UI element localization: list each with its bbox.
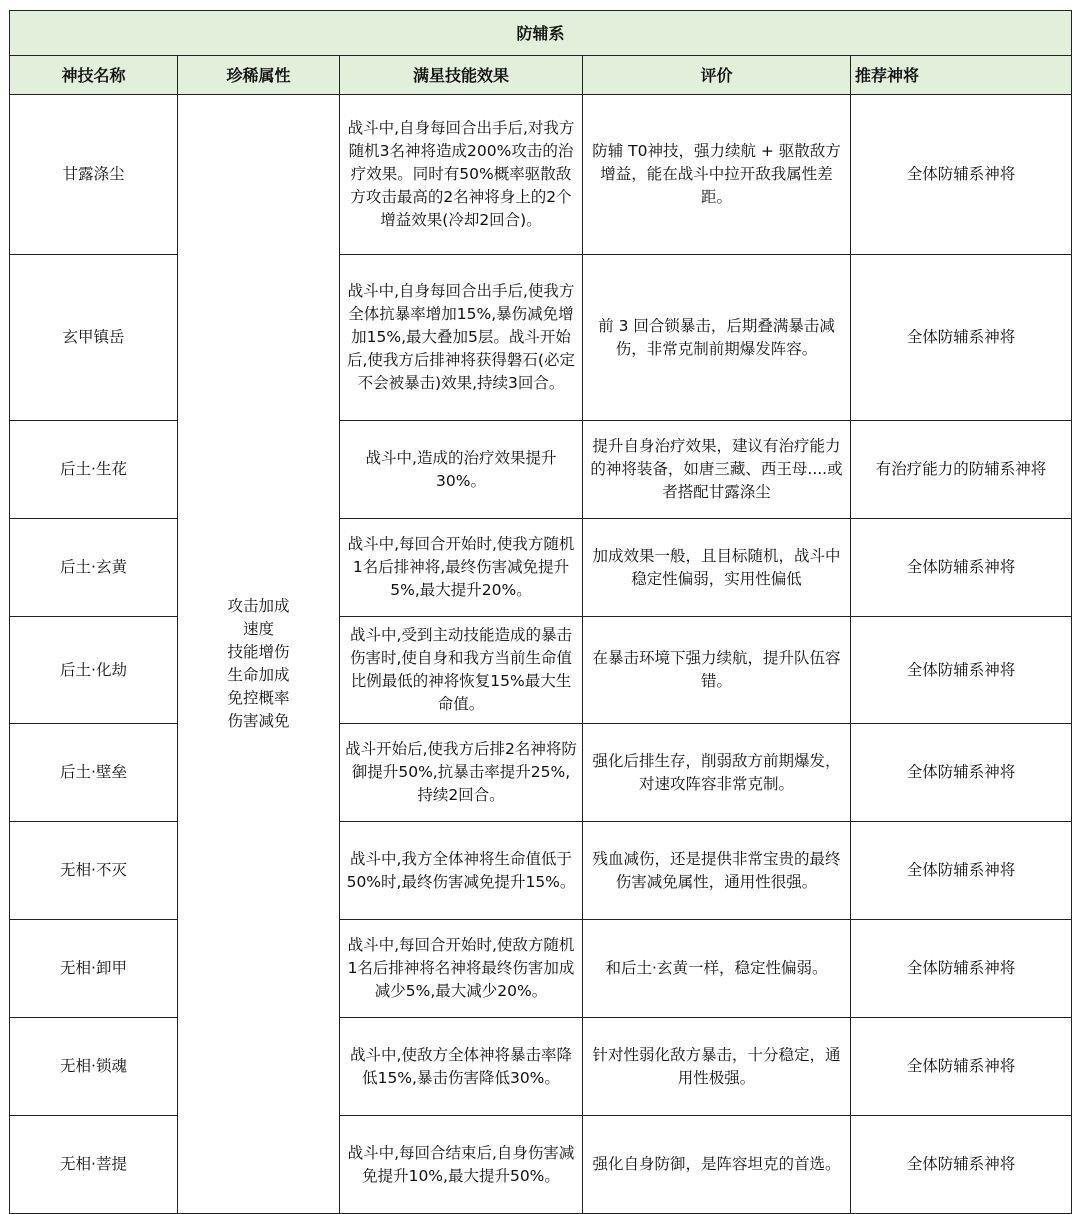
rare-attribute: 速度 — [242, 620, 274, 638]
header-recommend: 推荐神将 — [851, 56, 1072, 95]
skill-name: 后土·玄黄 — [10, 519, 178, 617]
rare-attribute: 伤害减免 — [227, 712, 290, 730]
skill-review: 强化自身防御，是阵容坦克的首选。 — [583, 1116, 851, 1214]
table-row — [10, 421, 1072, 519]
skill-effect: 战斗中,自身每回合出手后,对我方随机3名神将造成200%攻击的治疗效果。同时有50%概率驱散敌方攻击最高的2名神将身上的2个增益效果(冷却2回合)。 — [340, 95, 583, 255]
header-rare-attribute: 珍稀属性 — [178, 56, 340, 95]
table-row — [10, 1018, 1072, 1116]
skill-effect: 战斗中,每回合结束后,自身伤害减免提升10%,最大提升50%。 — [340, 1116, 583, 1214]
skill-effect: 战斗中,受到主动技能造成的暴击伤害时,使自身和我方当前生命值比例最低的神将恢复15%最大生命值。 — [340, 617, 583, 724]
skill-effect: 战斗中,每回合开始时,使敌方随机1名后排神将名神将最终伤害加成减少5%,最大减少20%。 — [340, 920, 583, 1018]
skill-recommend: 全体防辅系神将 — [851, 822, 1072, 920]
rare-attribute: 生命加成 — [227, 666, 290, 684]
skill-review: 残血减伤，还是提供非常宝贵的最终伤害减免属性，通用性很强。 — [583, 822, 851, 920]
table-row — [10, 724, 1072, 822]
skill-name: 后土·生花 — [10, 421, 178, 519]
table-row — [10, 617, 1072, 724]
skill-recommend: 全体防辅系神将 — [851, 95, 1072, 255]
skill-name: 甘露涤尘 — [10, 95, 178, 255]
skill-recommend: 全体防辅系神将 — [851, 724, 1072, 822]
skill-name: 后土·壁垒 — [10, 724, 178, 822]
rare-attribute: 免控概率 — [227, 689, 290, 707]
skill-recommend: 全体防辅系神将 — [851, 920, 1072, 1018]
rare-attribute: 攻击加成 — [227, 597, 290, 615]
skill-name: 无相·卸甲 — [10, 920, 178, 1018]
rare-attributes-cell — [178, 95, 340, 1214]
skill-name: 无相·锁魂 — [10, 1018, 178, 1116]
header-effect: 满星技能效果 — [340, 56, 583, 95]
rare-attribute: 技能增伤 — [227, 643, 290, 661]
skill-review: 强化后排生存，削弱敌方前期爆发，对速攻阵容非常克制。 — [583, 724, 851, 822]
skill-review: 提升自身治疗效果，建议有治疗能力的神将装备，如唐三藏、西王母....或者搭配甘露涤尘 — [583, 421, 851, 519]
header-skill-name: 神技名称 — [10, 56, 178, 95]
skill-review: 前 3 回合锁暴击，后期叠满暴击减伤，非常克制前期爆发阵容。 — [583, 255, 851, 421]
skill-name: 无相·不灭 — [10, 822, 178, 920]
header-review: 评价 — [583, 56, 851, 95]
skill-effect: 战斗中,我方全体神将生命值低于50%时,最终伤害减免提升15%。 — [340, 822, 583, 920]
table-row — [10, 95, 1072, 255]
skill-review: 针对性弱化敌方暴击，十分稳定，通用性极强。 — [583, 1018, 851, 1116]
skill-recommend: 有治疗能力的防辅系神将 — [851, 421, 1072, 519]
skill-review: 在暴击环境下强力续航，提升队伍容错。 — [583, 617, 851, 724]
skill-name: 无相·菩提 — [10, 1116, 178, 1214]
skills-table — [9, 10, 1072, 1214]
skill-name: 玄甲镇岳 — [10, 255, 178, 421]
skill-review: 防辅 T0神技，强力续航 + 驱散敌方增益，能在战斗中拉开敌我属性差距。 — [583, 95, 851, 255]
skill-recommend: 全体防辅系神将 — [851, 1018, 1072, 1116]
skill-recommend: 全体防辅系神将 — [851, 617, 1072, 724]
skill-effect: 战斗中,自身每回合出手后,使我方全体抗暴率增加15%,暴伤减免增加15%,最大叠加5层。战斗开始后,使我方后排神将获得磐石(必定不会被暴击)效果,持续3回合。 — [340, 255, 583, 421]
skill-effect: 战斗中,每回合开始时,使我方随机1名后排神将,最终伤害减免提升5%,最大提升20%。 — [340, 519, 583, 617]
skill-recommend: 全体防辅系神将 — [851, 1116, 1072, 1214]
skill-recommend: 全体防辅系神将 — [851, 519, 1072, 617]
skill-review: 和后土·玄黄一样，稳定性偏弱。 — [583, 920, 851, 1018]
skill-effect: 战斗中,造成的治疗效果提升30%。 — [340, 421, 583, 519]
skill-effect: 战斗开始后,使我方后排2名神将防御提升50%,抗暴击率提升25%,持续2回合。 — [340, 724, 583, 822]
skill-effect: 战斗中,使敌方全体神将暴击率降低15%,暴击伤害降低30%。 — [340, 1018, 583, 1116]
skill-recommend: 全体防辅系神将 — [851, 255, 1072, 421]
skill-name: 后土·化劫 — [10, 617, 178, 724]
skill-review: 加成效果一般，且目标随机，战斗中稳定性偏弱，实用性偏低 — [583, 519, 851, 617]
table-row — [10, 255, 1072, 421]
table-row — [10, 920, 1072, 1018]
table-row — [10, 822, 1072, 920]
table-row — [10, 1116, 1072, 1214]
table-row — [10, 519, 1072, 617]
table-title: 防辅系 — [10, 11, 1072, 56]
